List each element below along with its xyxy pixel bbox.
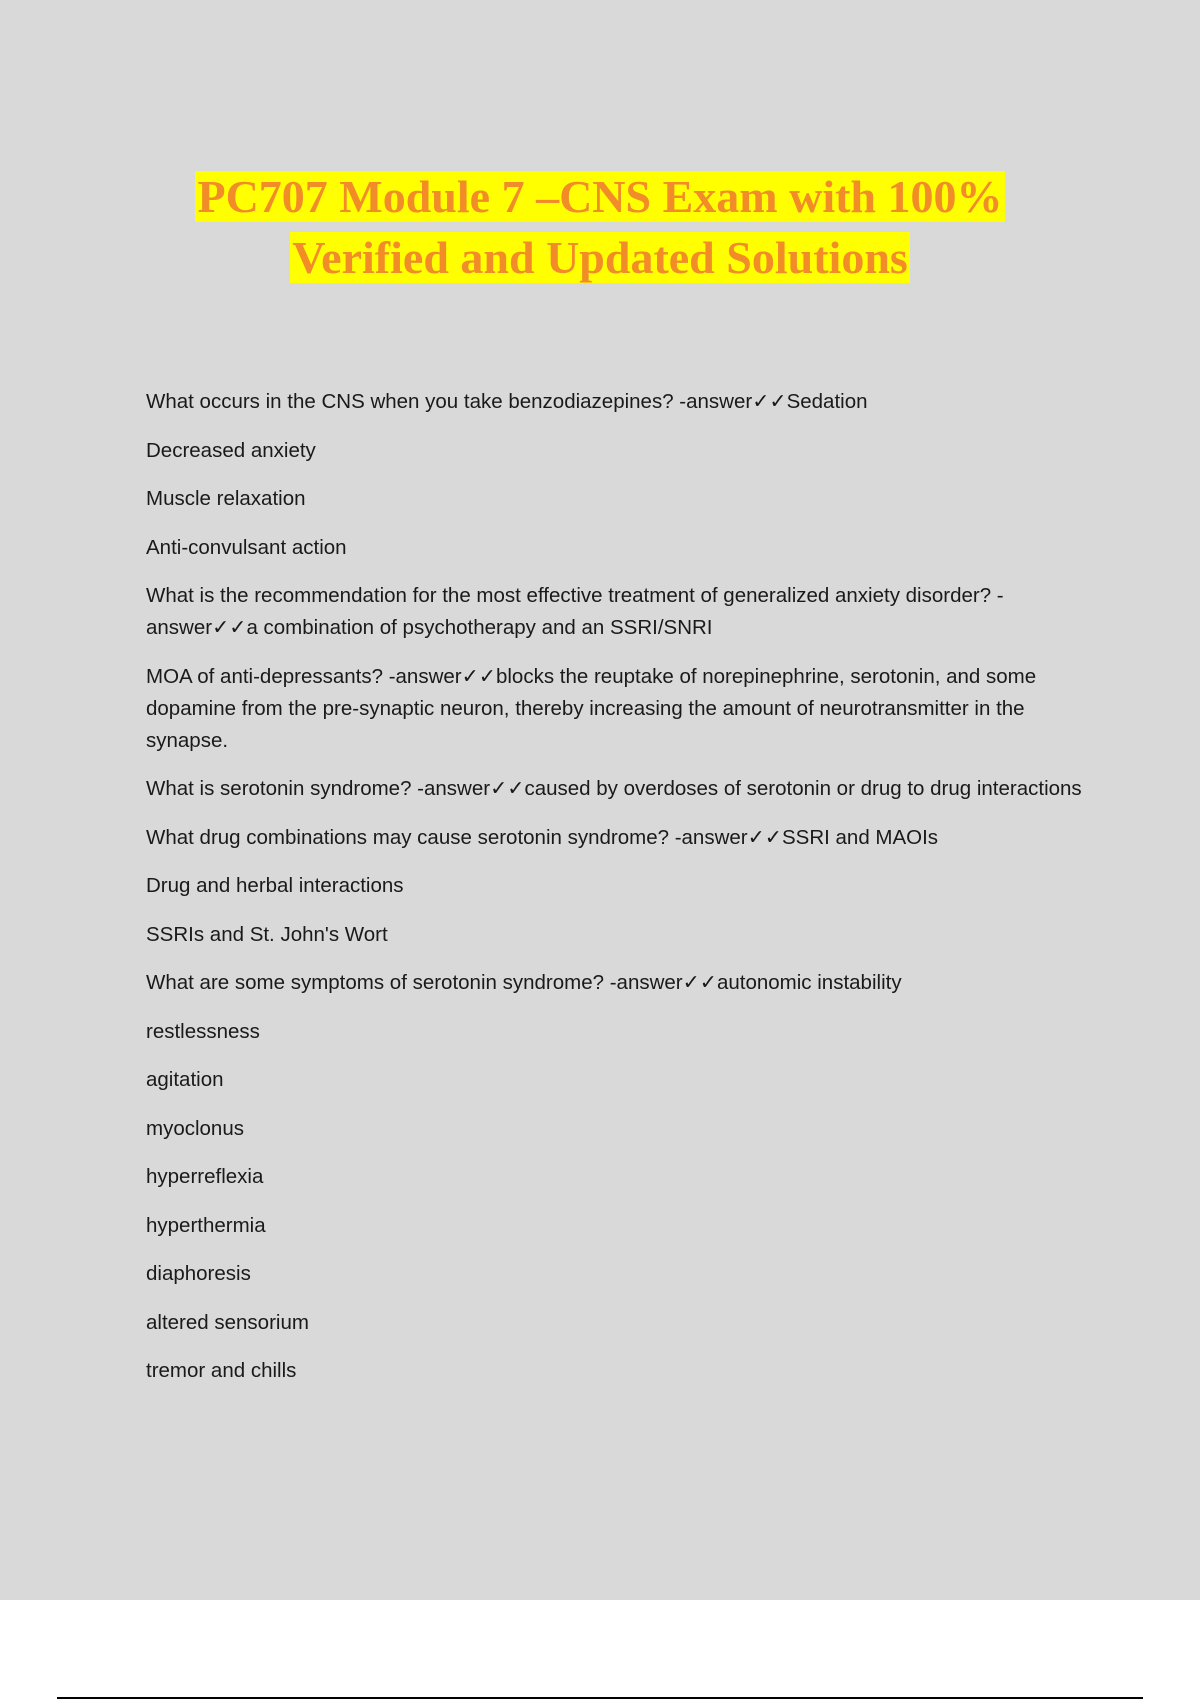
paragraph: hyperthermia xyxy=(146,1213,266,1237)
title-line-1: PC707 Module 7 –CNS Exam with 100% xyxy=(197,171,1003,222)
paragraph: Muscle relaxation xyxy=(146,487,306,510)
page-divider xyxy=(57,1697,1143,1699)
paragraph: What is serotonin syndrome? -answer✓✓caused by overdoses of serotonin or drug to drug interactions xyxy=(146,777,1082,800)
paragraph: What is the recommendation for the most effective treatment of generalized anxiety disorder? -answer✓✓a combination of psychotherapy and an SSRI/SNRI xyxy=(146,584,1004,639)
paragraph: myoclonus xyxy=(146,1116,244,1140)
paragraph: Drug and herbal interactions xyxy=(146,874,404,897)
document-title xyxy=(0,166,1200,288)
paragraph: Anti-convulsant action xyxy=(146,535,347,559)
title-line-2: Verified and Updated Solutions xyxy=(292,232,908,283)
paragraph: agitation xyxy=(146,1068,224,1091)
paragraph: MOA of anti-depressants? -answer✓✓blocks the reuptake of norepinephrine, serotonin, and some dopamine from the pre-synaptic neuron, thereby increasing the amount of neurotransmitter in the synapse. xyxy=(146,664,1037,752)
paragraph: hyperreflexia xyxy=(146,1165,264,1188)
paragraph: What are some symptoms of serotonin syndrome? -answer✓✓autonomic instability xyxy=(146,971,902,994)
document-body xyxy=(146,386,1096,1404)
paragraph: Decreased anxiety xyxy=(146,438,316,462)
paragraph: diaphoresis xyxy=(146,1262,251,1285)
paragraph: SSRIs and St. John's Wort xyxy=(146,922,388,946)
paragraph: tremor and chills xyxy=(146,1359,297,1382)
paragraph: What occurs in the CNS when you take benzodiazepines? -answer✓✓Sedation xyxy=(146,390,868,413)
paragraph: restlessness xyxy=(146,1019,260,1043)
paragraph: altered sensorium xyxy=(146,1310,309,1334)
paragraph: What drug combinations may cause serotonin syndrome? -answer✓✓SSRI and MAOIs xyxy=(146,825,939,849)
